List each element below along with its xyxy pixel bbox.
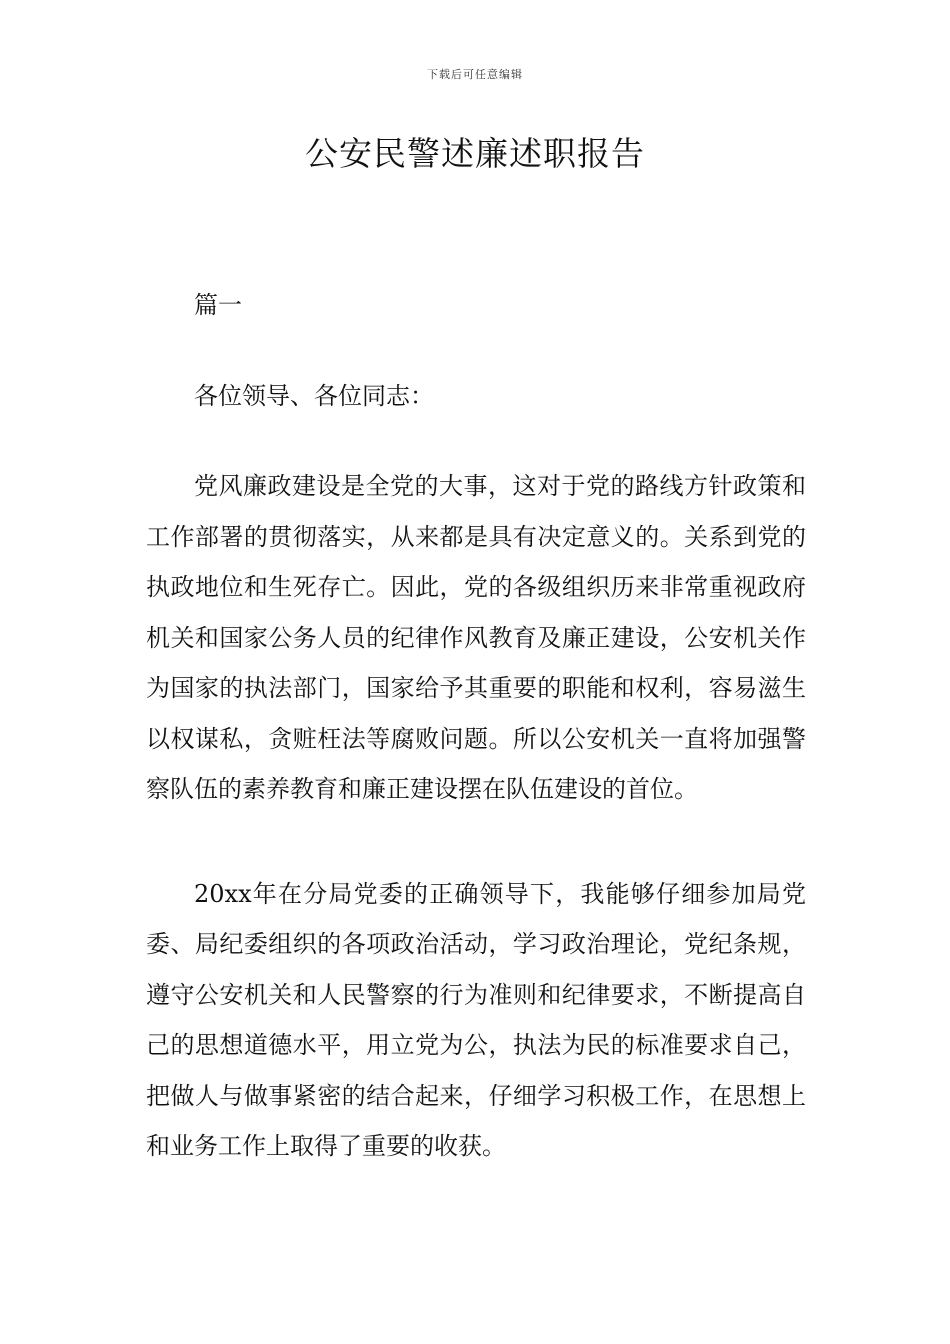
- document-title: 公安民警述廉述职报告: [305, 134, 645, 173]
- body-paragraph-1: 党风廉政建设是全党的大事，这对于党的路线方针政策和工作部署的贯彻落实，从来都是具有决定意义的。关系到党的执政地位和生死存亡。因此，党的各级组织历来非常重视政府机关和国家公务人员的纪律作风教育及廉正建设，公安机关作为国家的执法部门，国家给予其重要的职能和权利，容易滋生以权谋私，贪赃枉法等腐败问题。所以公安机关一直将加强警察队伍的素养教育和廉正建设摆在队伍建设的首位。: [146, 472, 806, 803]
- header-note: 下载后可任意编辑: [427, 68, 523, 81]
- body-paragraph-2: 20xx年在分局党委的正确领导下，我能够仔细参加局党委、局纪委组织的各项政治活动，学习政治理论，党纪条规，遵守公安机关和人民警察的行为准则和纪律要求，不断提高自己的思想道德水平，用立党为公，执法为民的标准要求自己，把做人与做事紧密的结合起来，仔细学习积极工作，在思想上和业务工作上取得了重要的收获。: [146, 879, 806, 1160]
- document-body: [146, 280, 806, 1172]
- section-label: 篇一: [194, 291, 242, 319]
- salutation: 各位领导、各位同志：: [194, 381, 434, 410]
